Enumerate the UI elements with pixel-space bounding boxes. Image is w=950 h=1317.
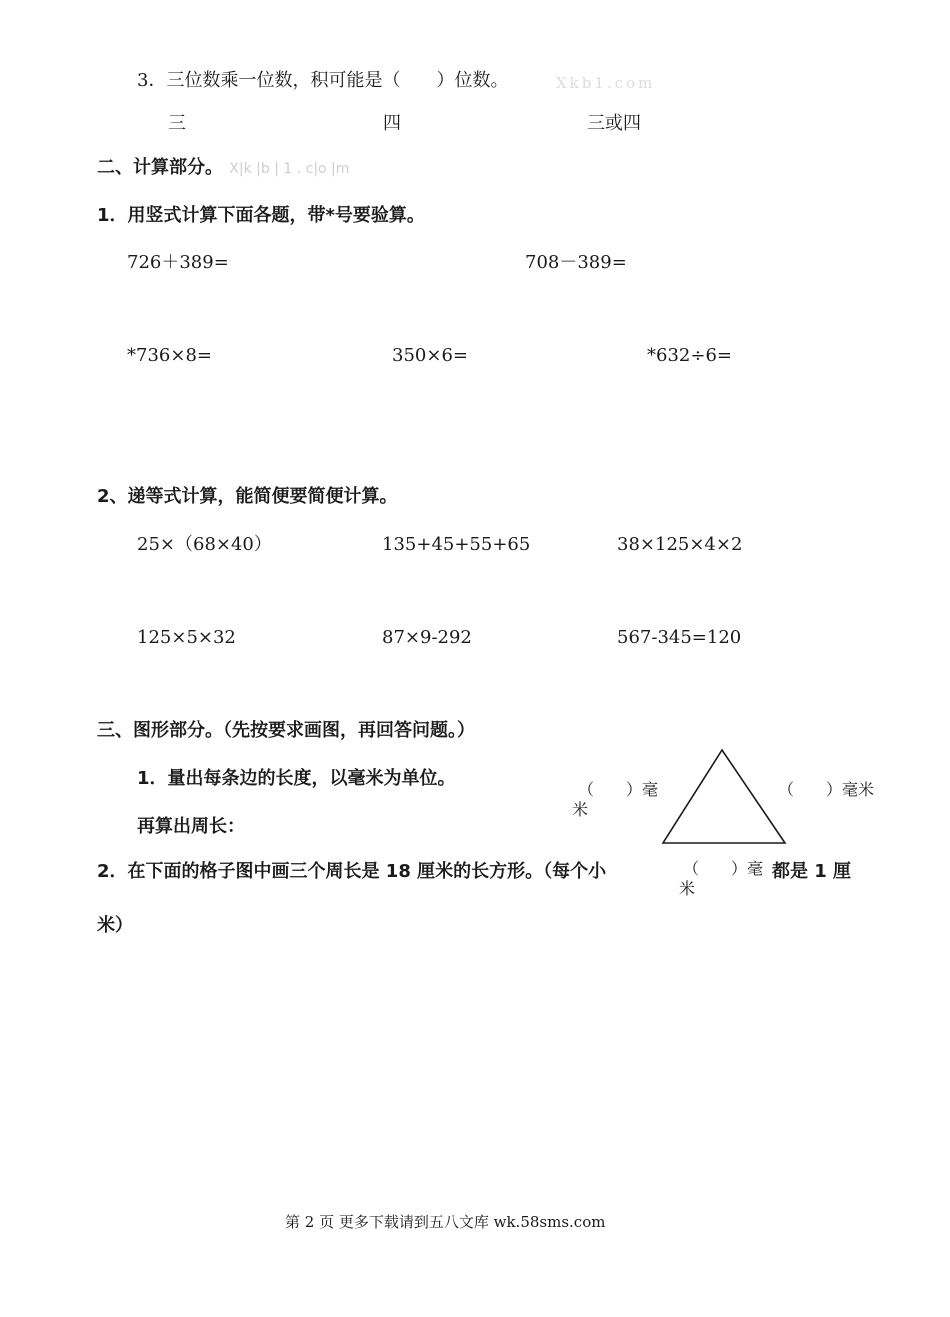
section3-title: 三、图形部分。（先按要求画图，再回答问题。） [97, 720, 475, 741]
section3-q2-line2: 米） [97, 915, 133, 936]
section3-q1-line1: 1．量出每条边的长度，以毫米为单位。 [137, 768, 456, 789]
section3-q2-line1b: 都是 1 厘 [772, 861, 852, 882]
watermark-text-2: X|k |b | 1 . c|o |m [229, 161, 350, 177]
section2-q1-title: 1．用竖式计算下面各题，带*号要验算。 [97, 205, 425, 226]
section3-q1-line2: 再算出周长： [137, 816, 245, 837]
calc-item: *632÷6= [647, 345, 732, 366]
section2-title-text: 二、计算部分。 [97, 157, 223, 178]
section2-q2-title: 2、递等式计算，能简便要简便计算。 [97, 486, 398, 507]
calc-item: 350×6= [392, 345, 468, 366]
left-side-label: （ ）毫 [578, 780, 659, 799]
watermark-text: Xkb1.com [556, 74, 656, 92]
left-side-label-unit: 米 [572, 800, 589, 819]
q3-option-2: 四 [383, 113, 401, 134]
bottom-side-label-unit: 米 [679, 879, 696, 898]
triangle-figure [660, 748, 790, 846]
calc-item: *736×8= [127, 345, 212, 366]
expr-item: 125×5×32 [137, 627, 236, 648]
page-footer: 第 2 页 更多下载请到五八文库 wk.58sms.com [285, 1213, 606, 1231]
section2-title [97, 157, 349, 180]
bottom-side-label: （ ）毫 [683, 858, 767, 880]
right-side-label: （ ）毫米 [778, 780, 875, 799]
q3-option-1: 三 [168, 113, 186, 134]
expr-item: 135+45+55+65 [382, 534, 531, 555]
expr-item: 38×125×4×2 [617, 534, 743, 555]
q3-option-3: 三或四 [587, 113, 641, 134]
calc-item: 708－389= [525, 252, 627, 273]
expr-item: 25×（68×40） [137, 534, 272, 555]
expr-item: 567-345=120 [617, 627, 742, 648]
expr-item: 87×9-292 [382, 627, 472, 648]
triangle-shape [663, 750, 785, 843]
q3-text: 3．三位数乘一位数，积可能是（ ）位数。 [137, 70, 509, 91]
section3-q2-line1a: 2．在下面的格子图中画三个周长是 18 厘米的长方形。（每个小 [97, 861, 607, 882]
calc-item: 726＋389= [127, 252, 229, 273]
